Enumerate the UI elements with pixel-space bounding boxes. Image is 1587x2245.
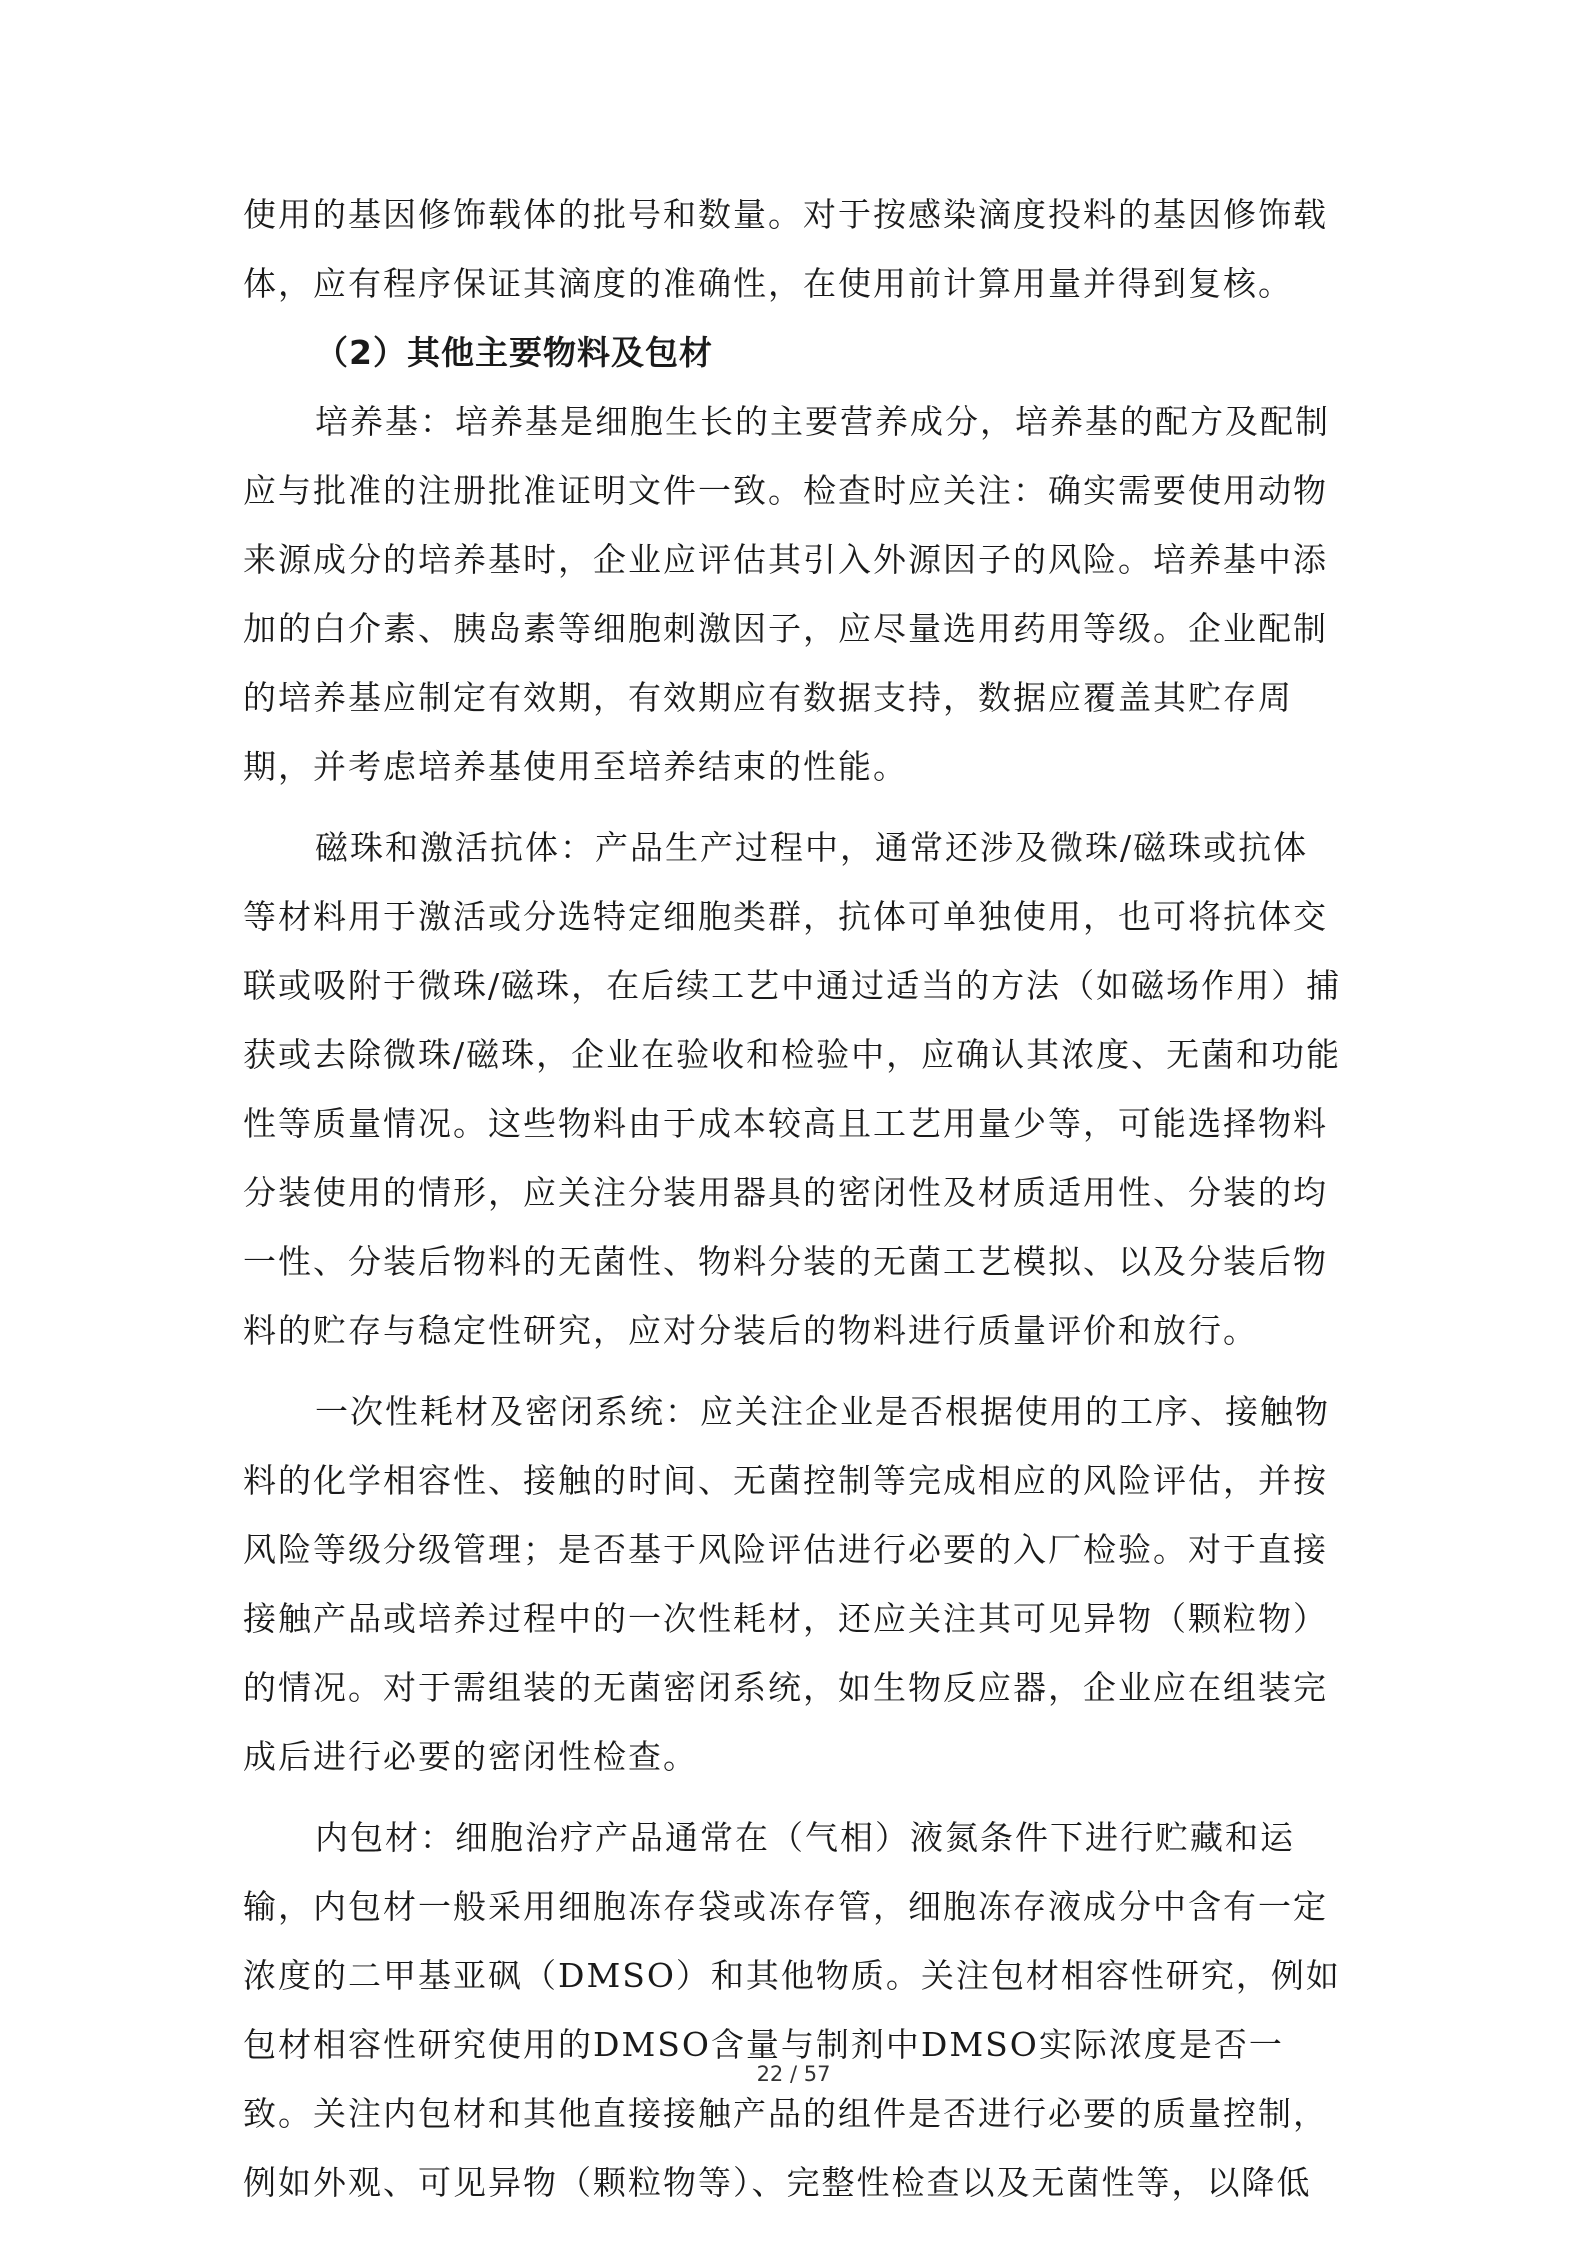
section-heading: （2）其他主要物料及包材 (315, 333, 713, 372)
paragraph-culture-medium: 培养基：培养基是细胞生长的主要营养成分，培养基的配方及配制应与批准的注册批准证明文件一致。检查时应关注：确实需要使用动物来源成分的培养基时，企业应评估其引入外源因子的风险。培养基中添加的白介素、胰岛素等细胞刺激因子，应尽量选用药用等级。企业配制的培养基应制定有效期，有效期应有数据支持，数据应覆盖其贮存周期，并考虑培养基使用至培养结束的性能。 (243, 402, 1330, 786)
paragraph-single-use-consumables: 一次性耗材及密闭系统：应关注企业是否根据使用的工序、接触物料的化学相容性、接触的时间、无菌控制等完成相应的风险评估，并按风险等级分级管理；是否基于风险评估进行必要的入厂检验。对于直接接触产品或培养过程中的一次性耗材，还应关注其可见异物（颗粒物）的情况。对于需组装的无菌密闭系统，如生物反应器，企业应在组装完成后进行必要的密闭性检查。 (243, 1392, 1330, 1776)
page-body (243, 180, 1343, 2217)
paragraph-inner-packaging: 内包材：细胞治疗产品通常在（气相）液氮条件下进行贮藏和运输，内包材一般采用细胞冻存袋或冻存管，细胞冻存液成分中含有一定浓度的二甲基亚砜（DMSO）和其他物质。关注包材相容性研究，例如包材相容性研究使用的DMSO含量与制剂中DMSO实际浓度是否一致。关注内包材和其他直接接触产品的组件是否进行必要的质量控制，例如外观、可见异物（颗粒物等）、完整性检查以及无菌性等，以降低 (243, 1818, 1341, 2202)
paragraph-continued: 使用的基因修饰载体的批号和数量。对于按感染滴度投料的基因修饰载体，应有程序保证其滴度的准确性，在使用前计算用量并得到复核。 (243, 195, 1328, 303)
page-number: 22 / 57 (756, 2062, 831, 2086)
paragraph-magnetic-beads: 磁珠和激活抗体：产品生产过程中，通常还涉及微珠/磁珠或抗体等材料用于激活或分选特定细胞类群，抗体可单独使用，也可将抗体交联或吸附于微珠/磁珠，在后续工艺中通过适当的方法（如磁场作用）捕获或去除微珠/磁珠，企业在验收和检验中，应确认其浓度、无菌和功能性等质量情况。这些物料由于成本较高且工艺用量少等，可能选择物料分装使用的情形，应关注分装用器具的密闭性及材质适用性、分装的均一性、分装后物料的无菌性、物料分装的无菌工艺模拟、以及分装后物料的贮存与稳定性研究，应对分装后的物料进行质量评价和放行。 (243, 828, 1342, 1350)
